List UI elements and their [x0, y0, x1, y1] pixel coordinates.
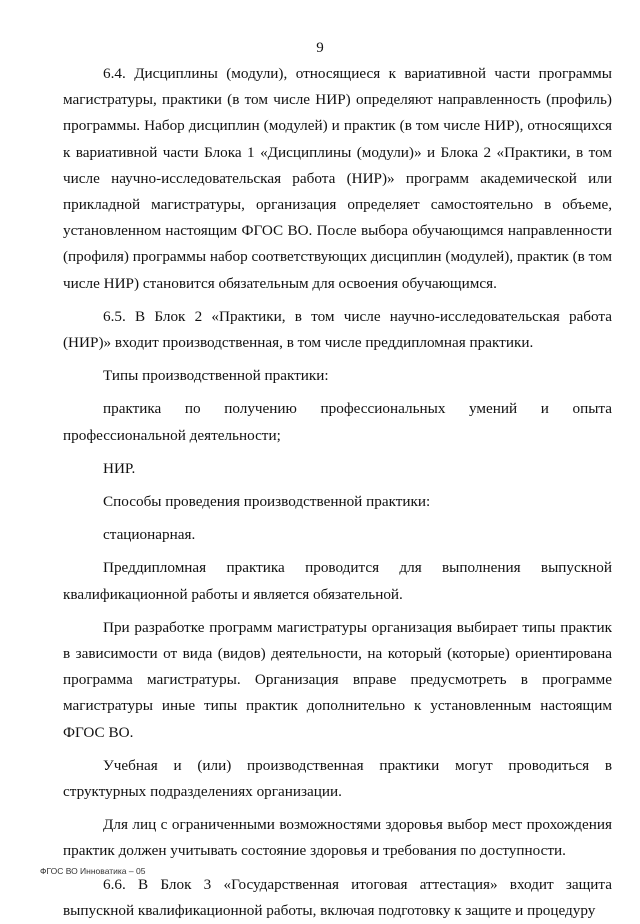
paragraph-practice-types-heading: Типы производственной практики: [103, 367, 329, 385]
paragraph-6-4: 6.4. Дисциплины (модули), относящиеся к вариативной части программы магистратуры, практики (в том числе НИР) определяют направленность (профиль) программы. Набор дисциплин (модулей) и практик (в том числе НИР), относящихся к вариативной части Блока 1 «Дисциплины (модули)» и Блока 2 «Практики, в том числе научно-исследовательская работа (НИР)» программ академической или прикладной магистратуры, организация определяет самостоятельно в объеме, установленном настоящим ФГОС ВО. После выбора обучающимся направленности (профиля) программы набор соответствующих дисциплин (модулей), практик (в том числе НИР) становится обязательным для освоения обучающимся. [63, 65, 612, 292]
paragraph-pre-diploma-practice: Преддипломная практика проводится для выполнения выпускной квалификационной работы и является обязательной. [63, 559, 612, 603]
footer-text: ФГОС ВО Инноватика – 05 [40, 866, 146, 876]
paragraph-practice-type-skills: практика по получению профессиональных умений и опыта профессиональной деятельности; [63, 400, 612, 444]
paragraph-6-5: 6.5. В Блок 2 «Практики, в том числе научно-исследовательская работа (НИР)» входит производственная, в том числе преддипломная практики. [63, 307, 612, 352]
paragraph-practice-methods-heading: Способы проведения производственной практики: [103, 493, 431, 511]
paragraph-practice-type-nir: НИР. [103, 459, 136, 477]
paragraph-practice-method-stationary: стационарная. [103, 526, 196, 544]
paragraph-program-development: При разработке программ магистратуры организация выбирает типы практик в зависимости от вида (видов) деятельности, на который (которые) ориентирована программа магистратуры. Организация вправе предусмотреть в программе магистратуры иные типы практик дополнительно к установленным настоящим ФГОС ВО. [63, 618, 612, 741]
page-number: 9 [316, 40, 324, 56]
paragraph-structural-divisions: Учебная и (или) производственная практики могут проводиться в структурных подразделениях организации. [63, 756, 612, 801]
paragraph-6-6: 6.6. В Блок 3 «Государственная итоговая аттестация» входит защита выпускной квалификационной работы, включая подготовку к защите и процедуру [63, 875, 612, 919]
document-body [63, 61, 612, 924]
paragraph-disabilities: Для лиц с ограниченными возможностями здоровья выбор мест прохождения практик должен учитывать состояние здоровья и требования по доступности. [63, 816, 612, 860]
